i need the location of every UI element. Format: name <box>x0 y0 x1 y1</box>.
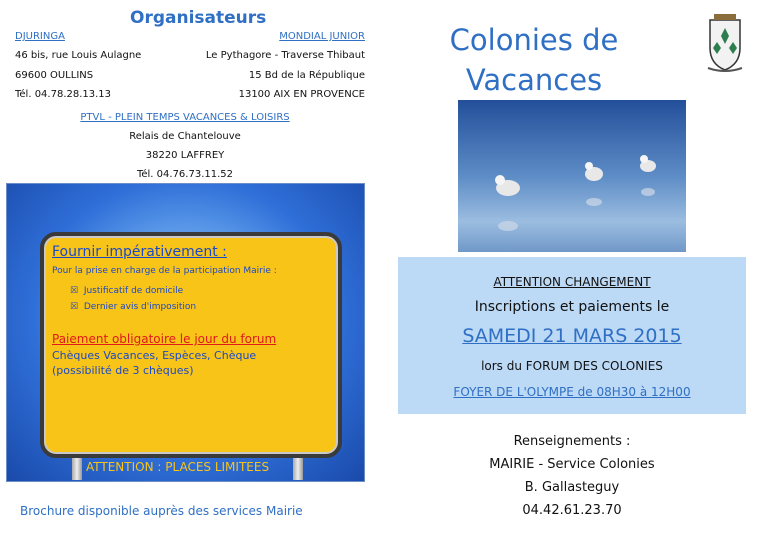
renseignements-block <box>398 430 746 522</box>
renseignements-line2: B. Gallasteguy <box>524 480 620 495</box>
org3-line3: Tél. 04.76.73.11.52 <box>136 169 234 180</box>
org1-line2: 69600 OULLINS <box>15 70 94 81</box>
organisateurs-title: Organisateurs <box>130 8 267 28</box>
sign-item <box>70 286 330 296</box>
payment-line2: (possibilité de 3 chèques) <box>52 364 194 377</box>
event-date: SAMEDI 21 MARS 2015 <box>462 325 682 347</box>
checkbox-icon: ☒ <box>70 302 79 312</box>
attention-changement: ATTENTION CHANGEMENT <box>493 275 651 289</box>
road-sign <box>40 232 342 458</box>
brochure-note: Brochure disponible auprès des services Mairie <box>20 504 303 518</box>
payment-title: Paiement obligatoire le jour du forum <box>52 332 277 346</box>
title-line1: Colonies de Vacances <box>449 23 619 97</box>
renseignements-phone: 04.42.61.23.70 <box>522 503 622 518</box>
forum-line: lors du FORUM DES COLONIES <box>481 359 663 373</box>
lieu-horaires[interactable]: FOYER DE L'OLYMPE de 08H30 à 12H00 <box>453 385 691 399</box>
org2-line2: 15 Bd de la République <box>248 70 365 81</box>
org1-line1: 46 bis, rue Louis Aulagne <box>15 50 142 61</box>
checkbox-icon: ☒ <box>70 286 79 296</box>
org1-name[interactable]: DJURINGA <box>15 31 65 42</box>
sign-title: Fournir impérativement : <box>52 244 227 260</box>
renseignements-line1: MAIRIE - Service Colonies <box>489 457 655 472</box>
org2-line1: Le Pythagore - Traverse Thibaut <box>205 50 365 61</box>
seagulls-photo <box>458 100 686 252</box>
org2-name[interactable]: MONDIAL JUNIOR <box>279 31 365 42</box>
org3-name[interactable]: PTVL - PLEIN TEMPS VACANCES & LOISIRS <box>80 112 290 123</box>
sign-item-label: Justificatif de domicile <box>83 286 184 296</box>
sign-item-label: Dernier avis d'imposition <box>83 302 197 312</box>
sign-intro: Pour la prise en charge de la participation Mairie : <box>52 266 277 276</box>
org3-line1: Relais de Chantelouve <box>129 131 241 142</box>
sign-item <box>70 302 330 312</box>
attention-info-box <box>398 257 746 414</box>
inscriptions-line: Inscriptions et paiements le <box>474 299 670 315</box>
renseignements-title: Renseignements : <box>513 434 631 449</box>
org3-line2: 38220 LAFFREY <box>145 150 225 161</box>
org2-line3: 13100 AIX EN PROVENCE <box>238 89 365 100</box>
town-crest-logo <box>700 12 750 74</box>
payment-line1: Chèques Vacances, Espèces, Chèque <box>52 349 257 362</box>
org1-line3: Tél. 04.78.28.13.13 <box>15 89 112 100</box>
places-limitees-warning: ATTENTION : PLACES LIMITEES <box>86 460 270 474</box>
